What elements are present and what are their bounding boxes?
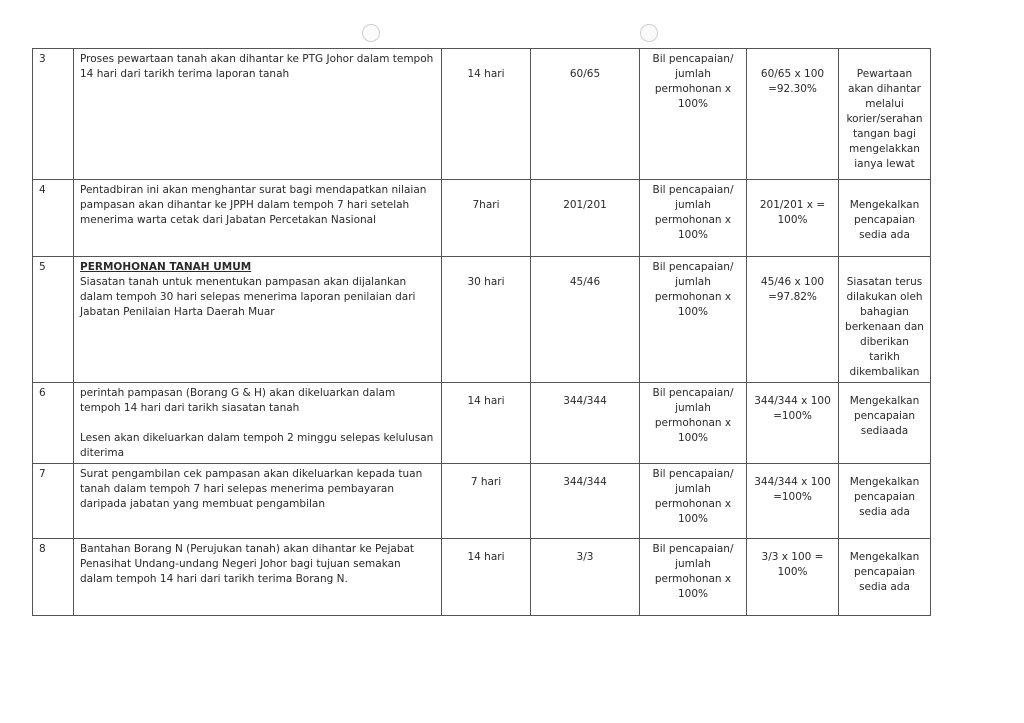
row-action: Mengekalkan pencapaian sedia ada xyxy=(839,539,931,616)
table-row xyxy=(33,464,931,539)
row-achievement: 344/344 xyxy=(531,383,640,464)
row-formula: Bil pencapaian/ jumlah permohonan x 100% xyxy=(640,180,747,257)
table-row xyxy=(33,383,931,464)
row-description xyxy=(74,257,442,383)
row-calculation: 3/3 x 100 = 100% xyxy=(747,539,839,616)
table-row xyxy=(33,49,931,180)
row-duration: 14 hari xyxy=(442,383,531,464)
row-description xyxy=(74,539,442,616)
table-row xyxy=(33,539,931,616)
description-extra-text: Lesen akan dikeluarkan dalam tempoh 2 minggu selepas kelulusan diterima xyxy=(80,432,434,459)
table-row xyxy=(33,180,931,257)
row-action: Siasatan terus dilakukan oleh bahagian berkenaan dan diberikan tarikh dikembalikan xyxy=(839,257,931,383)
row-duration: 14 hari xyxy=(442,49,531,180)
row-achievement: 60/65 xyxy=(531,49,640,180)
performance-table xyxy=(32,48,931,616)
description-text: Proses pewartaan tanah akan dihantar ke PTG Johor dalam tempoh 14 hari dari tarikh terima laporan tanah xyxy=(80,53,434,80)
row-number: 7 xyxy=(33,464,74,539)
row-duration: 7 hari xyxy=(442,464,531,539)
section-heading: PERMOHONAN TANAH UMUM xyxy=(80,261,252,273)
row-formula: Bil pencapaian/ jumlah permohonan x 100% xyxy=(640,383,747,464)
row-formula: Bil pencapaian/ jumlah permohonan x 100% xyxy=(640,49,747,180)
row-action: Mengekalkan pencapaian sedia ada xyxy=(839,180,931,257)
row-achievement: 201/201 xyxy=(531,180,640,257)
row-number: 5 xyxy=(33,257,74,383)
row-description xyxy=(74,180,442,257)
row-number: 6 xyxy=(33,383,74,464)
row-duration: 30 hari xyxy=(442,257,531,383)
punch-hole-right xyxy=(640,24,658,42)
row-formula: Bil pencapaian/ jumlah permohonan x 100% xyxy=(640,539,747,616)
row-achievement: 3/3 xyxy=(531,539,640,616)
row-calculation: 45/46 x 100 =97.82% xyxy=(747,257,839,383)
row-duration: 7hari xyxy=(442,180,531,257)
row-action: Pewartaan akan dihantar melalui korier/serahan tangan bagi mengelakkan ianya lewat xyxy=(839,49,931,180)
table-row xyxy=(33,257,931,383)
row-description xyxy=(74,464,442,539)
row-action: Mengekalkan pencapaian sedia ada xyxy=(839,464,931,539)
row-formula: Bil pencapaian/ jumlah permohonan x 100% xyxy=(640,464,747,539)
description-text: Bantahan Borang N (Perujukan tanah) akan dihantar ke Pejabat Penasihat Undang-undang Negeri Johor bagi tujuan semakan dalam tempoh 14 hari dari tarikh terima Borang N. xyxy=(80,543,415,585)
row-number: 8 xyxy=(33,539,74,616)
description-text: Surat pengambilan cek pampasan akan dikeluarkan kepada tuan tanah dalam tempoh 7 hari selepas menerima pembayaran daripada jabatan yang membuat pengambilan xyxy=(80,468,423,510)
description-text: Pentadbiran ini akan menghantar surat bagi mendapatkan nilaian pampasan akan dihantar ke JPPH dalam tempoh 7 hari setelah menerima warta cetak dari Jabatan Percetakan Nasional xyxy=(80,184,427,226)
row-description xyxy=(74,49,442,180)
row-duration: 14 hari xyxy=(442,539,531,616)
row-calculation: 60/65 x 100 =92.30% xyxy=(747,49,839,180)
punch-hole-left xyxy=(362,24,380,42)
row-number: 4 xyxy=(33,180,74,257)
row-achievement: 45/46 xyxy=(531,257,640,383)
row-number: 3 xyxy=(33,49,74,180)
row-action: Mengekalkan pencapaian sediaada xyxy=(839,383,931,464)
row-calculation: 344/344 x 100 =100% xyxy=(747,383,839,464)
row-calculation: 201/201 x = 100% xyxy=(747,180,839,257)
row-formula: Bil pencapaian/ jumlah permohonan x 100% xyxy=(640,257,747,383)
description-text: perintah pampasan (Borang G & H) akan dikeluarkan dalam tempoh 14 hari dari tarikh siasatan tanah xyxy=(80,387,396,414)
description-text: Siasatan tanah untuk menentukan pampasan akan dijalankan dalam tempoh 30 hari selepas menerima laporan penilaian dari Jabatan Penilaian Harta Daerah Muar xyxy=(80,276,416,318)
row-description xyxy=(74,383,442,464)
row-achievement: 344/344 xyxy=(531,464,640,539)
row-calculation: 344/344 x 100 =100% xyxy=(747,464,839,539)
